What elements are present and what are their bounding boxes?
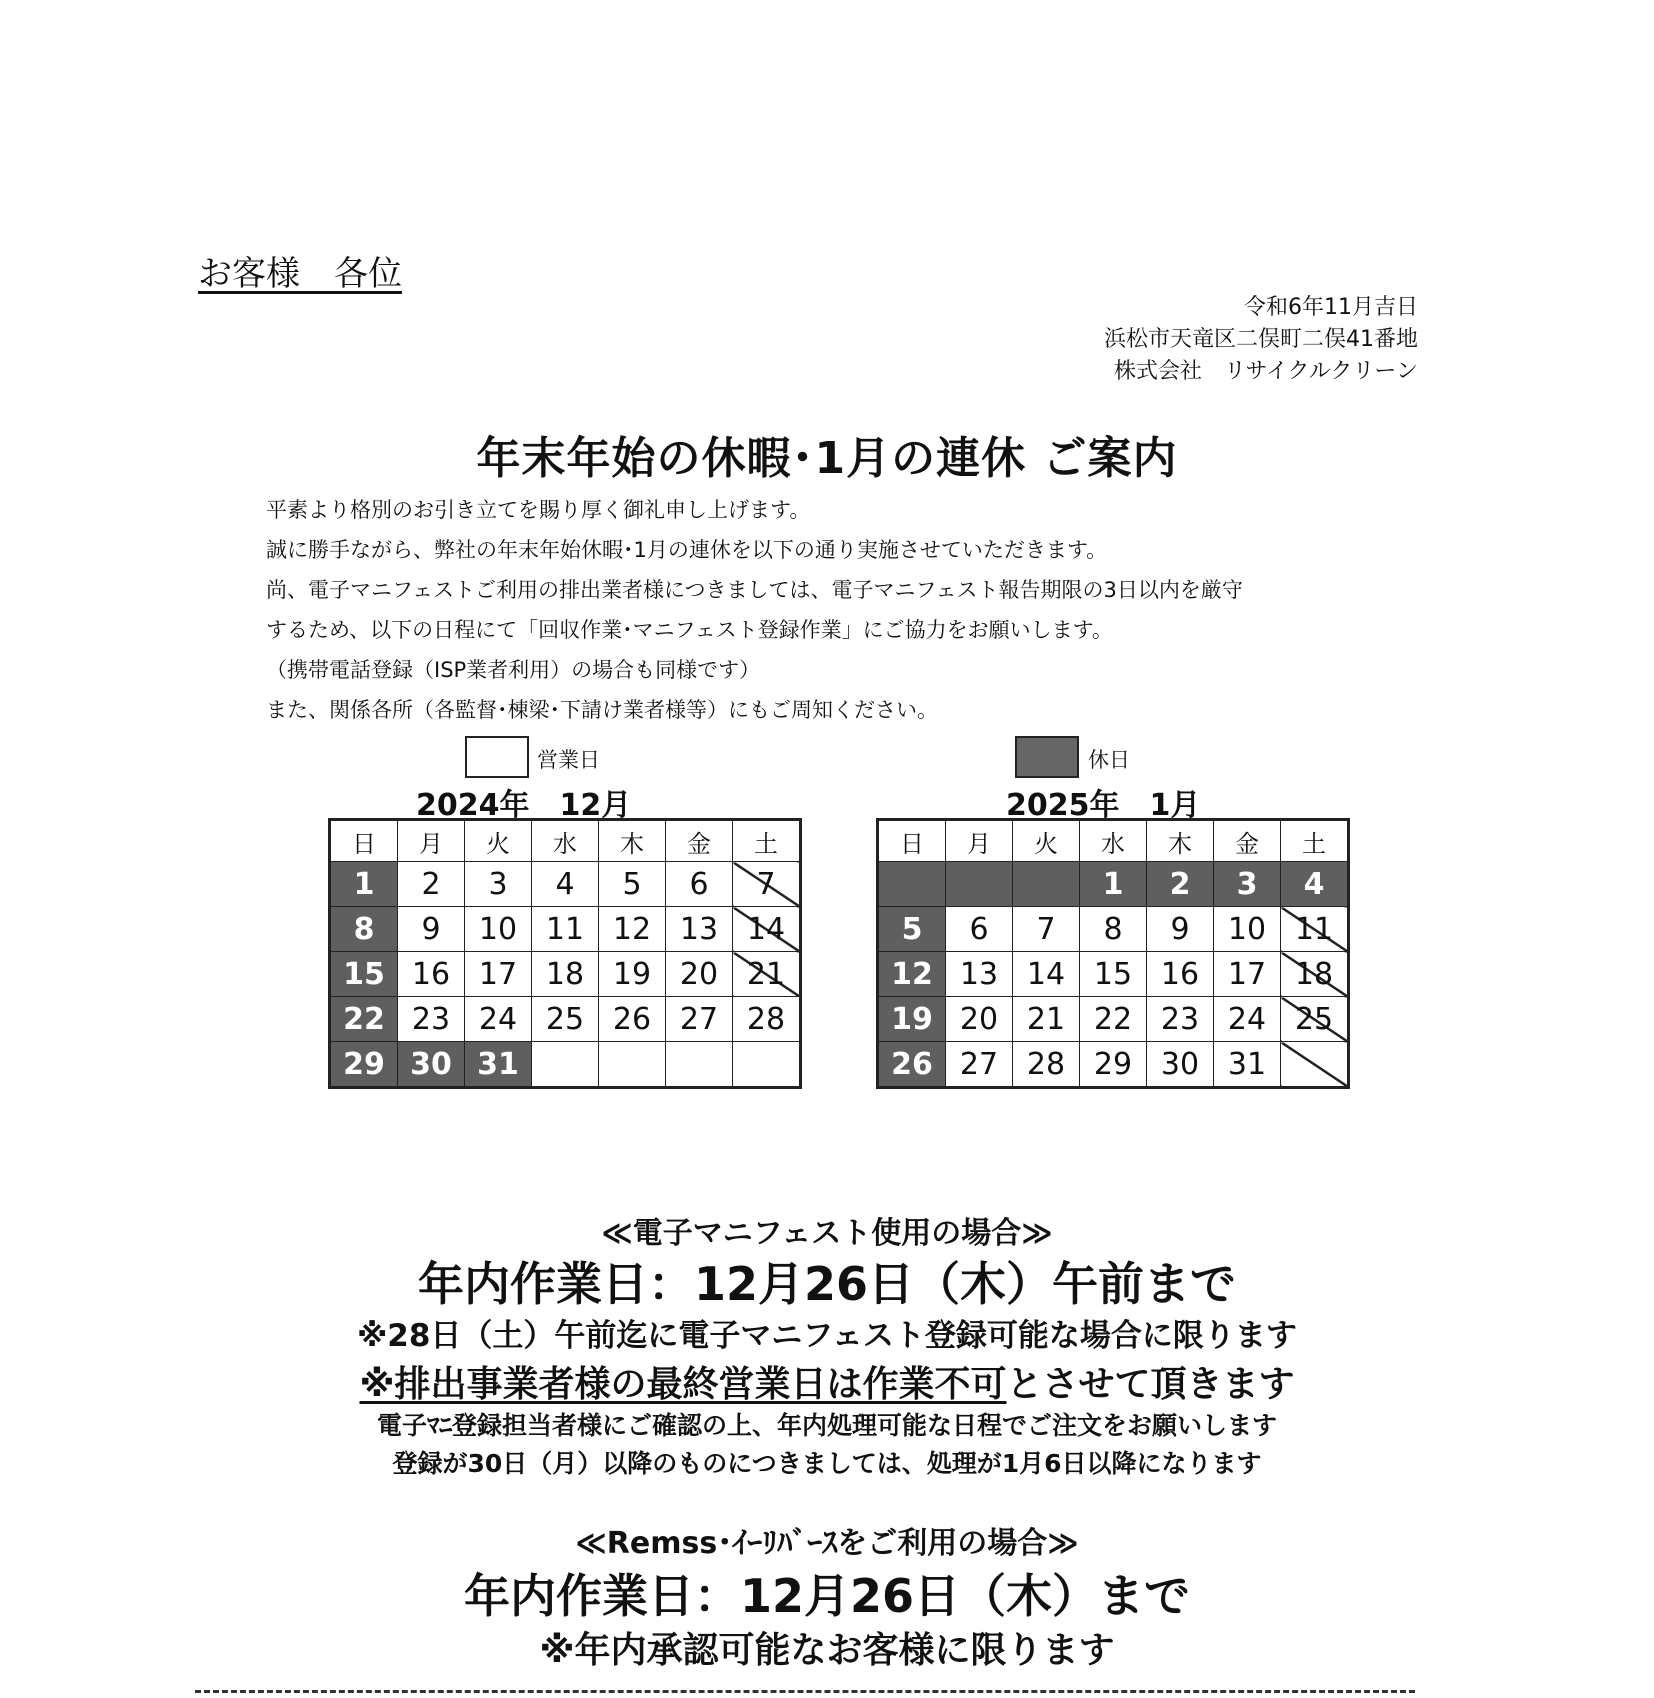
weekday-header: 日 bbox=[878, 820, 946, 862]
weekday-header: 水 bbox=[532, 820, 599, 862]
workday-cell bbox=[532, 1042, 599, 1088]
calendar-week-row bbox=[878, 1042, 1349, 1088]
workday-cell: 13 bbox=[666, 907, 733, 952]
calendar-week-row bbox=[330, 862, 801, 907]
holiday-cell: 8 bbox=[330, 907, 398, 952]
remss-deadline: 年内作業日：12月26日（木）まで bbox=[463, 1569, 1191, 1623]
struck-day-cell: 14 bbox=[733, 907, 801, 952]
workday-cell: 25 bbox=[532, 997, 599, 1042]
workday-cell: 30 bbox=[1147, 1042, 1214, 1088]
calendar-january-title: 2025年 1月 bbox=[1006, 788, 1201, 823]
workday-cell bbox=[733, 1042, 801, 1088]
legend-holiday-label: 休日 bbox=[1088, 748, 1130, 772]
holiday-cell: 1 bbox=[1080, 862, 1147, 907]
electronic-note-4: 登録が30日（月）以降のものにつきましては、処理が1月6日以降になります bbox=[392, 1449, 1262, 1478]
workday-cell: 23 bbox=[1147, 997, 1214, 1042]
weekday-header: 月 bbox=[946, 820, 1013, 862]
calendar-december-title: 2024年 12月 bbox=[416, 788, 632, 823]
body-line: 誠に勝手ながら、弊社の年末年始休暇･1月の連休を以下の通り実施させていただきます。 bbox=[266, 538, 1108, 562]
holiday-cell: 12 bbox=[878, 952, 946, 997]
struck-day-cell bbox=[1281, 1042, 1349, 1088]
legend-workday-label: 営業日 bbox=[537, 748, 600, 772]
addressee: お客様 各位 bbox=[198, 254, 402, 294]
weekday-header: 火 bbox=[1013, 820, 1080, 862]
holiday-cell bbox=[946, 862, 1013, 907]
holiday-cell: 30 bbox=[398, 1042, 465, 1088]
workday-cell: 18 bbox=[532, 952, 599, 997]
weekday-header: 木 bbox=[1147, 820, 1214, 862]
workday-cell: 24 bbox=[465, 997, 532, 1042]
calendar-week-row bbox=[878, 997, 1349, 1042]
struck-day-cell: 7 bbox=[733, 862, 801, 907]
sender-block bbox=[1104, 292, 1418, 388]
workday-cell: 27 bbox=[666, 997, 733, 1042]
workday-cell: 17 bbox=[465, 952, 532, 997]
weekday-header: 木 bbox=[599, 820, 666, 862]
electronic-manifest-heading: ≪電子マニフェスト使用の場合≫ bbox=[601, 1216, 1053, 1251]
body-line: 尚、電子マニフェストご利用の排出業者様につきましては、電子マニフェスト報告期限の3日以内を厳守 bbox=[266, 578, 1243, 602]
legend-workday-swatch bbox=[465, 736, 529, 778]
sender-address: 浜松市天竜区二俣町二俣41番地 bbox=[1104, 327, 1418, 352]
calendar-week-row bbox=[330, 952, 801, 997]
weekday-header: 水 bbox=[1080, 820, 1147, 862]
issue-date: 令和6年11月吉日 bbox=[1244, 295, 1418, 320]
workday-cell: 16 bbox=[398, 952, 465, 997]
weekday-header: 金 bbox=[1214, 820, 1281, 862]
electronic-note-3: 電子ﾏﾆ登録担当者様にご確認の上、年内処理可能な日程でご注文をお願いします bbox=[376, 1411, 1277, 1440]
holiday-cell: 19 bbox=[878, 997, 946, 1042]
struck-day-cell: 25 bbox=[1281, 997, 1349, 1042]
calendar-week-row bbox=[330, 1042, 801, 1088]
calendar-week-row bbox=[330, 907, 801, 952]
workday-cell: 12 bbox=[599, 907, 666, 952]
workday-cell: 28 bbox=[733, 997, 801, 1042]
workday-cell: 27 bbox=[946, 1042, 1013, 1088]
weekday-header: 土 bbox=[733, 820, 801, 862]
struck-day-cell: 21 bbox=[733, 952, 801, 997]
holiday-cell bbox=[878, 862, 946, 907]
workday-cell: 6 bbox=[666, 862, 733, 907]
electronic-note-1: ※28日（土）午前迄に電子マニフェスト登録可能な場合に限ります bbox=[357, 1318, 1297, 1354]
weekday-header-row bbox=[878, 820, 1349, 862]
holiday-cell: 1 bbox=[330, 862, 398, 907]
body-line: するため、以下の日程にて「回収作業･マニフェスト登録作業」にご協力をお願いします。 bbox=[266, 618, 1113, 642]
workday-cell: 3 bbox=[465, 862, 532, 907]
workday-cell bbox=[599, 1042, 666, 1088]
workday-cell: 19 bbox=[599, 952, 666, 997]
holiday-cell: 2 bbox=[1147, 862, 1214, 907]
holiday-cell: 26 bbox=[878, 1042, 946, 1088]
workday-cell: 17 bbox=[1214, 952, 1281, 997]
calendar-week-row bbox=[878, 862, 1349, 907]
holiday-cell: 3 bbox=[1214, 862, 1281, 907]
weekday-header: 火 bbox=[465, 820, 532, 862]
weekday-header: 金 bbox=[666, 820, 733, 862]
notice-title: 年末年始の休暇･1月の連休 ご案内 bbox=[476, 433, 1178, 484]
electronic-manifest-deadline: 年内作業日：12月26日（木）午前まで bbox=[417, 1257, 1237, 1311]
bottom-divider bbox=[195, 1690, 1415, 1693]
electronic-note-2-rest: とさせて頂きます bbox=[1006, 1364, 1295, 1405]
electronic-note-2 bbox=[0, 1356, 1654, 1407]
weekday-header: 月 bbox=[398, 820, 465, 862]
remss-heading: ≪Remss･ｲｰﾘﾊﾞｰｽをご利用の場合≫ bbox=[575, 1526, 1079, 1561]
workday-cell: 29 bbox=[1080, 1042, 1147, 1088]
workday-cell: 2 bbox=[398, 862, 465, 907]
holiday-cell: 15 bbox=[330, 952, 398, 997]
struck-day-cell: 18 bbox=[1281, 952, 1349, 997]
holiday-cell: 29 bbox=[330, 1042, 398, 1088]
workday-cell: 26 bbox=[599, 997, 666, 1042]
workday-cell: 22 bbox=[1080, 997, 1147, 1042]
workday-cell: 7 bbox=[1013, 907, 1080, 952]
workday-cell: 28 bbox=[1013, 1042, 1080, 1088]
holiday-cell: 4 bbox=[1281, 862, 1349, 907]
workday-cell: 6 bbox=[946, 907, 1013, 952]
calendar-week-row bbox=[878, 952, 1349, 997]
electronic-note-2-underlined: ※排出事業者様の最終営業日は作業不可 bbox=[359, 1364, 1007, 1405]
calendar-december bbox=[328, 818, 802, 1089]
workday-cell: 20 bbox=[946, 997, 1013, 1042]
holiday-cell: 31 bbox=[465, 1042, 532, 1088]
weekday-header: 土 bbox=[1281, 820, 1349, 862]
workday-cell: 23 bbox=[398, 997, 465, 1042]
notice-body bbox=[266, 490, 1243, 730]
body-line: また、関係各所（各監督･棟梁･下請け業者様等）にもご周知ください。 bbox=[266, 698, 938, 722]
workday-cell: 21 bbox=[1013, 997, 1080, 1042]
holiday-cell: 22 bbox=[330, 997, 398, 1042]
calendar-january bbox=[876, 818, 1350, 1089]
workday-cell: 24 bbox=[1214, 997, 1281, 1042]
legend-holiday-swatch bbox=[1015, 736, 1079, 778]
workday-cell: 4 bbox=[532, 862, 599, 907]
sender-company: 株式会社 リサイクルクリーン bbox=[1113, 359, 1418, 384]
weekday-header: 日 bbox=[330, 820, 398, 862]
workday-cell: 9 bbox=[1147, 907, 1214, 952]
workday-cell: 15 bbox=[1080, 952, 1147, 997]
workday-cell bbox=[666, 1042, 733, 1088]
workday-cell: 20 bbox=[666, 952, 733, 997]
calendar-week-row bbox=[878, 907, 1349, 952]
remss-note: ※年内承認可能なお客様に限ります bbox=[539, 1630, 1115, 1671]
workday-cell: 8 bbox=[1080, 907, 1147, 952]
workday-cell: 10 bbox=[465, 907, 532, 952]
workday-cell: 31 bbox=[1214, 1042, 1281, 1088]
holiday-cell bbox=[1013, 862, 1080, 907]
workday-cell: 14 bbox=[1013, 952, 1080, 997]
struck-day-cell: 11 bbox=[1281, 907, 1349, 952]
workday-cell: 16 bbox=[1147, 952, 1214, 997]
holiday-cell: 5 bbox=[878, 907, 946, 952]
body-line: 平素より格別のお引き立てを賜り厚く御礼申し上げます。 bbox=[266, 498, 811, 522]
workday-cell: 11 bbox=[532, 907, 599, 952]
workday-cell: 10 bbox=[1214, 907, 1281, 952]
workday-cell: 5 bbox=[599, 862, 666, 907]
body-line: （携帯電話登録（ISP業者利用）の場合も同様です） bbox=[266, 658, 761, 682]
weekday-header-row bbox=[330, 820, 801, 862]
calendar-week-row bbox=[330, 997, 801, 1042]
workday-cell: 13 bbox=[946, 952, 1013, 997]
workday-cell: 9 bbox=[398, 907, 465, 952]
